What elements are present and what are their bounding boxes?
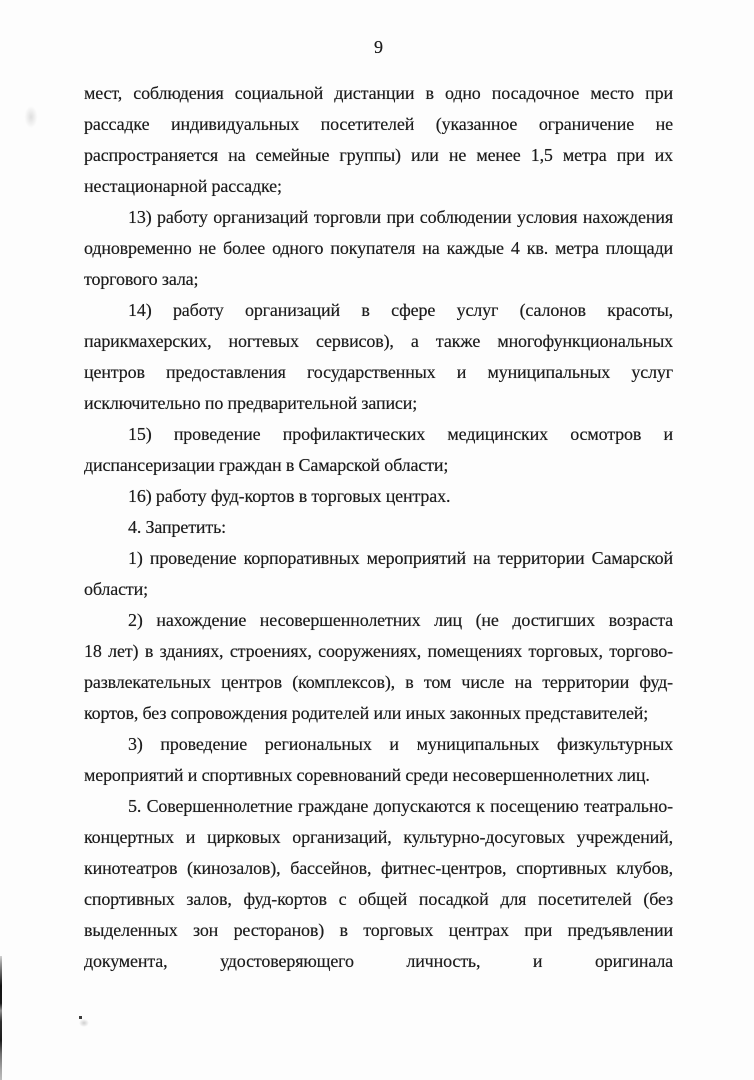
text-line: развлекательных центров (комплексов), в том числе на территории фуд- [84, 672, 673, 692]
text-line: 18 лет) в зданиях, строениях, сооружениях, помещениях торговых, торгово- [84, 641, 673, 661]
text-line: документа, удостоверяющего личность, и оригинала [84, 951, 673, 971]
text-line: 3) проведение региональных и муниципальных физкультурных [128, 734, 673, 754]
text-line: концертных и цирковых организаций, культурно-досуговых учреждений, [84, 827, 673, 847]
scan-edge-artifact [0, 956, 2, 1080]
text-line: области; [84, 579, 148, 599]
text-line: выделенных зон ресторанов) в торговых центрах при предъявлении [84, 920, 673, 940]
paragraph [84, 295, 673, 419]
text-line: нестационарной рассадке; [84, 176, 282, 196]
scan-smear-artifact [79, 1019, 89, 1027]
text-line: исключительно по предварительной записи; [84, 393, 418, 413]
paragraph [84, 605, 673, 729]
text-line: рассадке индивидуальных посетителей (указанное ограничение не [84, 114, 673, 134]
text-line: 13) работу организаций торговли при соблюдении условия нахождения [128, 207, 673, 227]
text-line: 16) работу фуд-кортов в торговых центрах. [128, 486, 451, 506]
text-line: 4. Запретить: [128, 517, 227, 537]
text-line: 2) нахождение несовершеннолетних лиц (не достигших возраста [128, 610, 673, 630]
text-line: мест, соблюдения социальной дистанции в одно посадочное место при [84, 83, 673, 103]
paragraph [84, 202, 673, 295]
scan-smudge-artifact [24, 105, 38, 129]
text-line: парикмахерских, ногтевых сервисов), а также многофункциональных [84, 331, 673, 351]
text-line: 14) работу организаций в сфере услуг (салонов красоты, [128, 300, 673, 320]
text-line: одновременно не более одного покупателя на каждые 4 кв. метра площади [84, 238, 673, 258]
paragraph [84, 419, 673, 481]
paragraph [84, 543, 673, 605]
text-line: распространяется на семейные группы) или не менее 1,5 метра при их [84, 145, 673, 165]
text-line: торгового зала; [84, 269, 199, 289]
page-number: 9 [374, 37, 383, 57]
text-line: мероприятий и спортивных соревнований среди несовершеннолетних лиц. [84, 765, 650, 785]
text-line: 15) проведение профилактических медицинских осмотров и [128, 424, 673, 444]
text-line: диспансеризации граждан в Самарской области; [84, 455, 449, 475]
text-line: спортивных залов, фуд-кортов с общей посадкой для посетителей (без [84, 889, 673, 909]
text-line: кинотеатров (кинозалов), бассейнов, фитнес-центров, спортивных клубов, [84, 858, 673, 878]
text-line: центров предоставления государственных и муниципальных услуг [84, 362, 673, 382]
document-body [84, 78, 673, 977]
paragraph [84, 481, 673, 512]
paragraph [84, 78, 673, 202]
paragraph [84, 512, 673, 543]
text-line: 5. Совершеннолетние граждане допускаются к посещению театрально- [128, 796, 673, 816]
text-line: кортов, без сопровождения родителей или иных законных представителей; [84, 703, 649, 723]
paragraph [84, 729, 673, 791]
paragraph [84, 791, 673, 977]
text-line: 1) проведение корпоративных мероприятий на территории Самарской [128, 548, 673, 568]
